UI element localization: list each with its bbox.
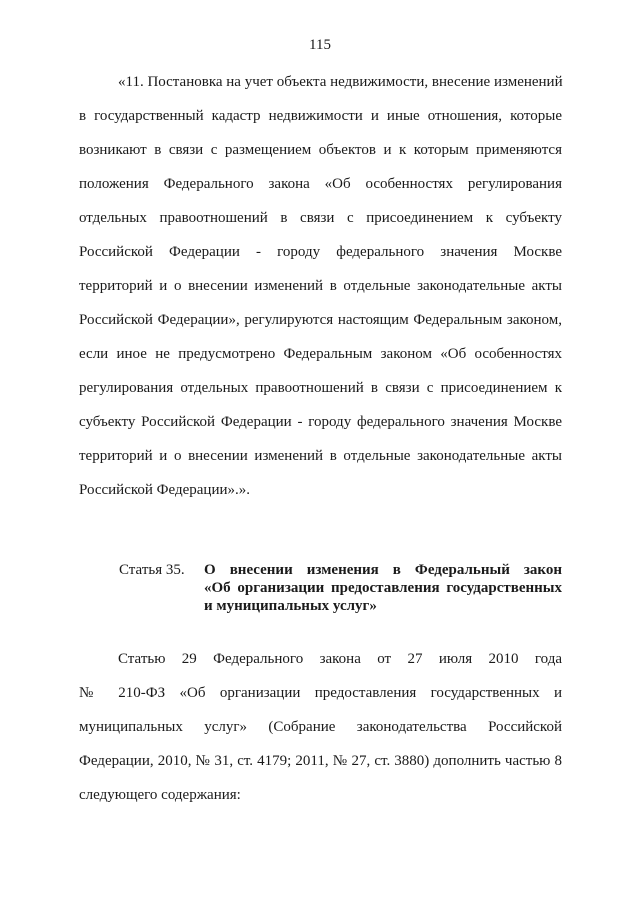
- paragraph-line: территорий и о внесении изменений в отдельные законодательные акты: [79, 278, 562, 294]
- paragraph-line: Российской Федерации - городу федерального значения Москве: [79, 244, 562, 260]
- paragraph-line: отдельных правоотношений в связи с присоединением к субъекту: [79, 210, 562, 226]
- paragraph-line: в государственный кадастр недвижимости и иные отношения, которые: [79, 108, 562, 124]
- paragraph-line: территорий и о внесении изменений в отдельные законодательные акты: [79, 448, 562, 464]
- paragraph-line: субъекту Российской Федерации - городу федерального значения Москве: [79, 414, 562, 430]
- paragraph-line: муниципальных услуг» (Собрание законодательства Российской: [79, 719, 562, 735]
- article-label: Статья 35.: [119, 562, 185, 578]
- article-title: [204, 561, 562, 615]
- paragraph-line: если иное не предусмотрено Федеральным законом «Об особенностях: [79, 346, 562, 362]
- article-paragraph: [79, 642, 562, 812]
- paragraph-line: «11. Постановка на учет объекта недвижимости, внесение изменений: [118, 74, 563, 90]
- paragraph-line: следующего содержания:: [79, 787, 241, 803]
- article-title-line: «Об организации предоставления государственных: [204, 580, 562, 596]
- quote-paragraph: [79, 65, 562, 507]
- page-number: 115: [309, 37, 331, 53]
- article-title-line: и муниципальных услуг»: [204, 598, 377, 614]
- paragraph-line: возникают в связи с размещением объектов и к которым применяются: [79, 142, 562, 158]
- paragraph-line: № 210-ФЗ «Об организации предоставления государственных и: [79, 685, 562, 701]
- paragraph-line: Российской Федерации».».: [79, 482, 251, 498]
- paragraph-line: Статью 29 Федерального закона от 27 июля 2010 года: [118, 651, 562, 667]
- article-title-line: О внесении изменения в Федеральный закон: [204, 562, 562, 578]
- paragraph-line: Российской Федерации», регулируются настоящим Федеральным законом,: [79, 312, 562, 328]
- paragraph-line: регулирования отдельных правоотношений в связи с присоединением к: [79, 380, 562, 396]
- paragraph-line: Федерации, 2010, № 31, ст. 4179; 2011, № 27, ст. 3880) дополнить частью 8: [79, 753, 562, 769]
- paragraph-line: положения Федерального закона «Об особенностях регулирования: [79, 176, 562, 192]
